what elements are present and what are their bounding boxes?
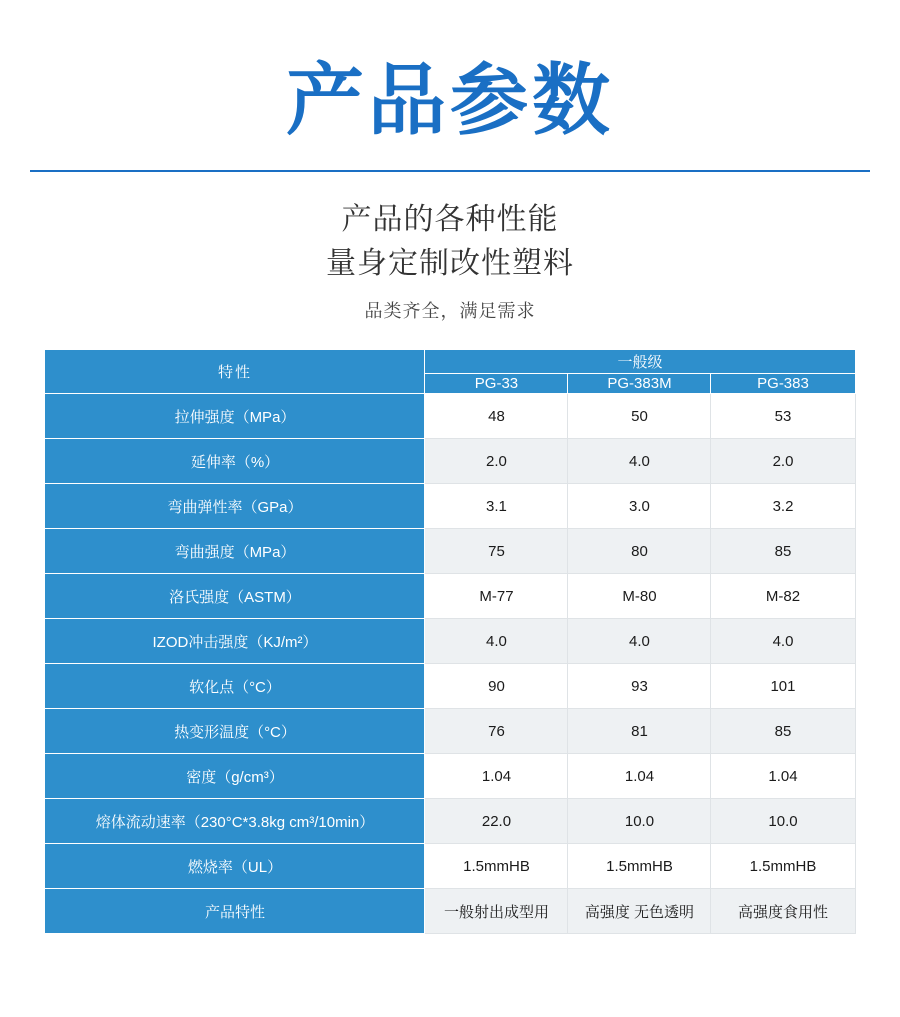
- table-row: [45, 799, 855, 844]
- row-value: 53: [711, 394, 855, 439]
- subtitle-line-1: 产品的各种性能: [341, 203, 559, 236]
- header-model-2: PG-383: [711, 374, 855, 394]
- table-row: [45, 394, 855, 439]
- row-label: 燃烧率（UL）: [45, 844, 425, 889]
- row-value: 3.1: [425, 484, 568, 529]
- row-label: 洛氏强度（ASTM）: [45, 574, 425, 619]
- row-label: 密度（g/cm³）: [45, 754, 425, 799]
- row-value: 10.0: [568, 799, 711, 844]
- row-value: 4.0: [425, 619, 568, 664]
- row-value: 81: [568, 709, 711, 754]
- subtitle-block: [0, 198, 900, 323]
- row-value: 76: [425, 709, 568, 754]
- row-value: 4.0: [568, 439, 711, 484]
- row-label: IZOD冲击强度（KJ/m²）: [45, 619, 425, 664]
- row-value: 85: [711, 709, 855, 754]
- header-model-1: PG-383M: [568, 374, 711, 394]
- row-label: 拉伸强度（MPa）: [45, 394, 425, 439]
- table-row: [45, 484, 855, 529]
- row-value: 3.2: [711, 484, 855, 529]
- table-row: [45, 529, 855, 574]
- row-label: 延伸率（%）: [45, 439, 425, 484]
- row-value: 高强度食用性: [711, 889, 855, 934]
- row-value: M-82: [711, 574, 855, 619]
- subtitle-line-3: 品类齐全，满足需求: [364, 301, 536, 321]
- row-value: 22.0: [425, 799, 568, 844]
- row-value: 1.5mmHB: [711, 844, 855, 889]
- table-row: [45, 889, 855, 934]
- row-value: 一般射出成型用: [425, 889, 568, 934]
- table-row: [45, 439, 855, 484]
- header-group: 一般级: [425, 350, 855, 374]
- row-value: 1.04: [711, 754, 855, 799]
- row-value: M-80: [568, 574, 711, 619]
- subtitle-line-2: 量身定制改性塑料: [326, 246, 574, 280]
- row-value: 48: [425, 394, 568, 439]
- table-row: [45, 619, 855, 664]
- spec-table: [44, 349, 855, 934]
- row-label: 弯曲弹性率（GPa）: [45, 484, 425, 529]
- row-value: 50: [568, 394, 711, 439]
- row-value: 93: [568, 664, 711, 709]
- row-label: 产品特性: [45, 889, 425, 934]
- table-row: [45, 664, 855, 709]
- row-value: 高强度 无色透明: [568, 889, 711, 934]
- row-value: 80: [568, 529, 711, 574]
- row-value: M-77: [425, 574, 568, 619]
- row-value: 2.0: [711, 439, 855, 484]
- title-divider: [30, 170, 870, 172]
- row-value: 3.0: [568, 484, 711, 529]
- row-value: 101: [711, 664, 855, 709]
- header-feature: 特性: [45, 350, 425, 394]
- table-header-row-group: [45, 350, 855, 374]
- table-row: [45, 754, 855, 799]
- row-label: 熔体流动速率（230°C*3.8kg cm³/10min）: [45, 799, 425, 844]
- row-value: 4.0: [711, 619, 855, 664]
- row-label: 弯曲强度（MPa）: [45, 529, 425, 574]
- row-value: 90: [425, 664, 568, 709]
- row-value: 85: [711, 529, 855, 574]
- row-value: 2.0: [425, 439, 568, 484]
- row-value: 1.04: [425, 754, 568, 799]
- row-value: 1.5mmHB: [568, 844, 711, 889]
- table-row: [45, 574, 855, 619]
- row-value: 1.04: [568, 754, 711, 799]
- row-label: 热变形温度（°C）: [45, 709, 425, 754]
- header-model-0: PG-33: [425, 374, 568, 394]
- page-title: 产品参数: [285, 56, 614, 146]
- row-value: 75: [425, 529, 568, 574]
- row-label: 软化点（°C）: [45, 664, 425, 709]
- row-value: 10.0: [711, 799, 855, 844]
- table-row: [45, 844, 855, 889]
- table-row: [45, 709, 855, 754]
- row-value: 1.5mmHB: [425, 844, 568, 889]
- row-value: 4.0: [568, 619, 711, 664]
